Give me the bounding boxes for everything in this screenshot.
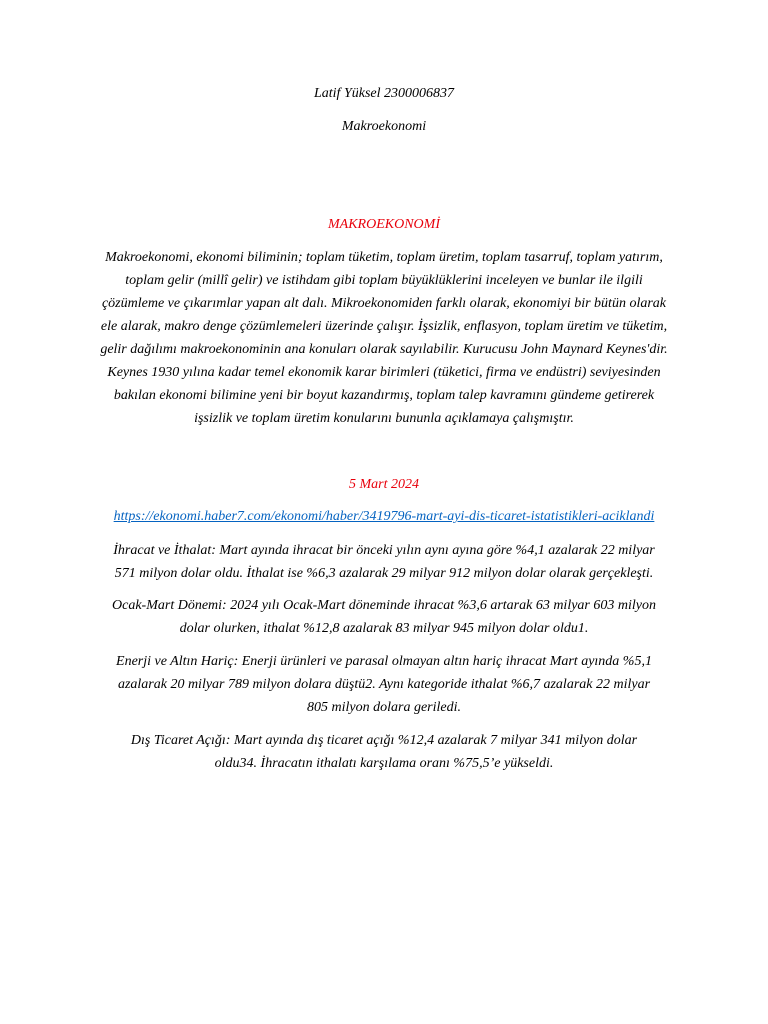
paragraph-line: toplam gelir (millî gelir) ve istihdam gibi toplam büyüklüklerini inceleyen ve bunlar ile ilgili xyxy=(125,273,643,288)
paragraph-line: ele alarak, makro denge çözümlemeleri üzerinde çalışır. İşsizlik, enflasyon, toplam üretim ve tüketim, xyxy=(100,319,668,334)
paragraph-line: bakılan ekonomi bilimine yeni bir boyut kazandırmış, toplam talep kavramını gündeme getirerek xyxy=(113,388,655,403)
course-title: Makroekonomi xyxy=(341,119,427,134)
news-item-line: 571 milyon dolar oldu. İthalat ise %6,3 azalarak 29 milyar 912 milyon dolar olarak gerçekleşti. xyxy=(114,566,654,581)
news-item-line: İhracat ve İthalat: Mart ayında ihracat bir önceki yılın aynı ayına göre %4,1 azalarak 22 milyar xyxy=(113,543,655,558)
paragraph-line: çözümleme ve çıkarımlar yapan alt dalı. Mikroekonomiden farklı olarak, ekonomiyi bir bütün olarak xyxy=(101,296,667,311)
section-heading: MAKROEKONOMİ xyxy=(328,217,440,232)
paragraph-line: Keynes 1930 yılına kadar temel ekonomik karar birimleri (tüketici, firma ve endüstri) seviyesinden xyxy=(107,365,661,380)
news-item-exports-imports xyxy=(84,539,684,585)
news-item-line: Ocak-Mart Dönemi: 2024 yılı Ocak-Mart döneminde ihracat %3,6 artarak 63 milyar 603 milyon xyxy=(112,598,656,613)
author-line: Latif Yüksel 2300006837 xyxy=(313,86,454,101)
news-item-energy-gold xyxy=(84,650,684,719)
news-item-line: dolar olurken, ithalat %12,8 azalarak 83 milyar 945 milyon dolar oldu1. xyxy=(179,621,589,636)
news-item-line: azalarak 20 milyar 789 milyon dolara düştü2. Aynı kategoride ithalat %6,7 azalarak 22 milyar xyxy=(117,677,651,692)
paragraph-line: işsizlik ve toplam üretim konularını bununla açıklamaya çalışmıştır. xyxy=(194,411,574,426)
news-item-line: 805 milyon dolara geriledi. xyxy=(307,700,461,715)
paragraph-line: gelir dağılımı makroekonominin ana konuları olarak sayılabilir. Kurucusu John Maynard Keynes'dir. xyxy=(100,342,668,357)
news-item-line: Dış Ticaret Açığı: Mart ayında dış ticaret açığı %12,4 azalarak 7 milyar 341 milyon dolar xyxy=(130,733,638,748)
paragraph-line: Makroekonomi, ekonomi biliminin; toplam tüketim, toplam üretim, toplam tasarruf, toplam yatırım, xyxy=(105,250,663,265)
news-date: 5 Mart 2024 xyxy=(349,477,419,492)
news-item-line: Enerji ve Altın Hariç: Enerji ürünleri ve parasal olmayan altın hariç ihracat Mart ayında %5,1 xyxy=(116,654,652,669)
source-link[interactable]: https://ekonomi.haber7.com/ekonomi/haber/3419796-mart-ayi-dis-ticaret-istatistikleri-aciklandi xyxy=(113,509,655,524)
news-item-jan-mar xyxy=(84,594,684,640)
source-link-row xyxy=(0,508,768,526)
news-item-trade-deficit xyxy=(84,729,684,775)
news-item-line: oldu34. İhracatın ithalatı karşılama oranı %75,5’e yükseldi. xyxy=(214,756,554,771)
intro-paragraph xyxy=(84,246,684,430)
